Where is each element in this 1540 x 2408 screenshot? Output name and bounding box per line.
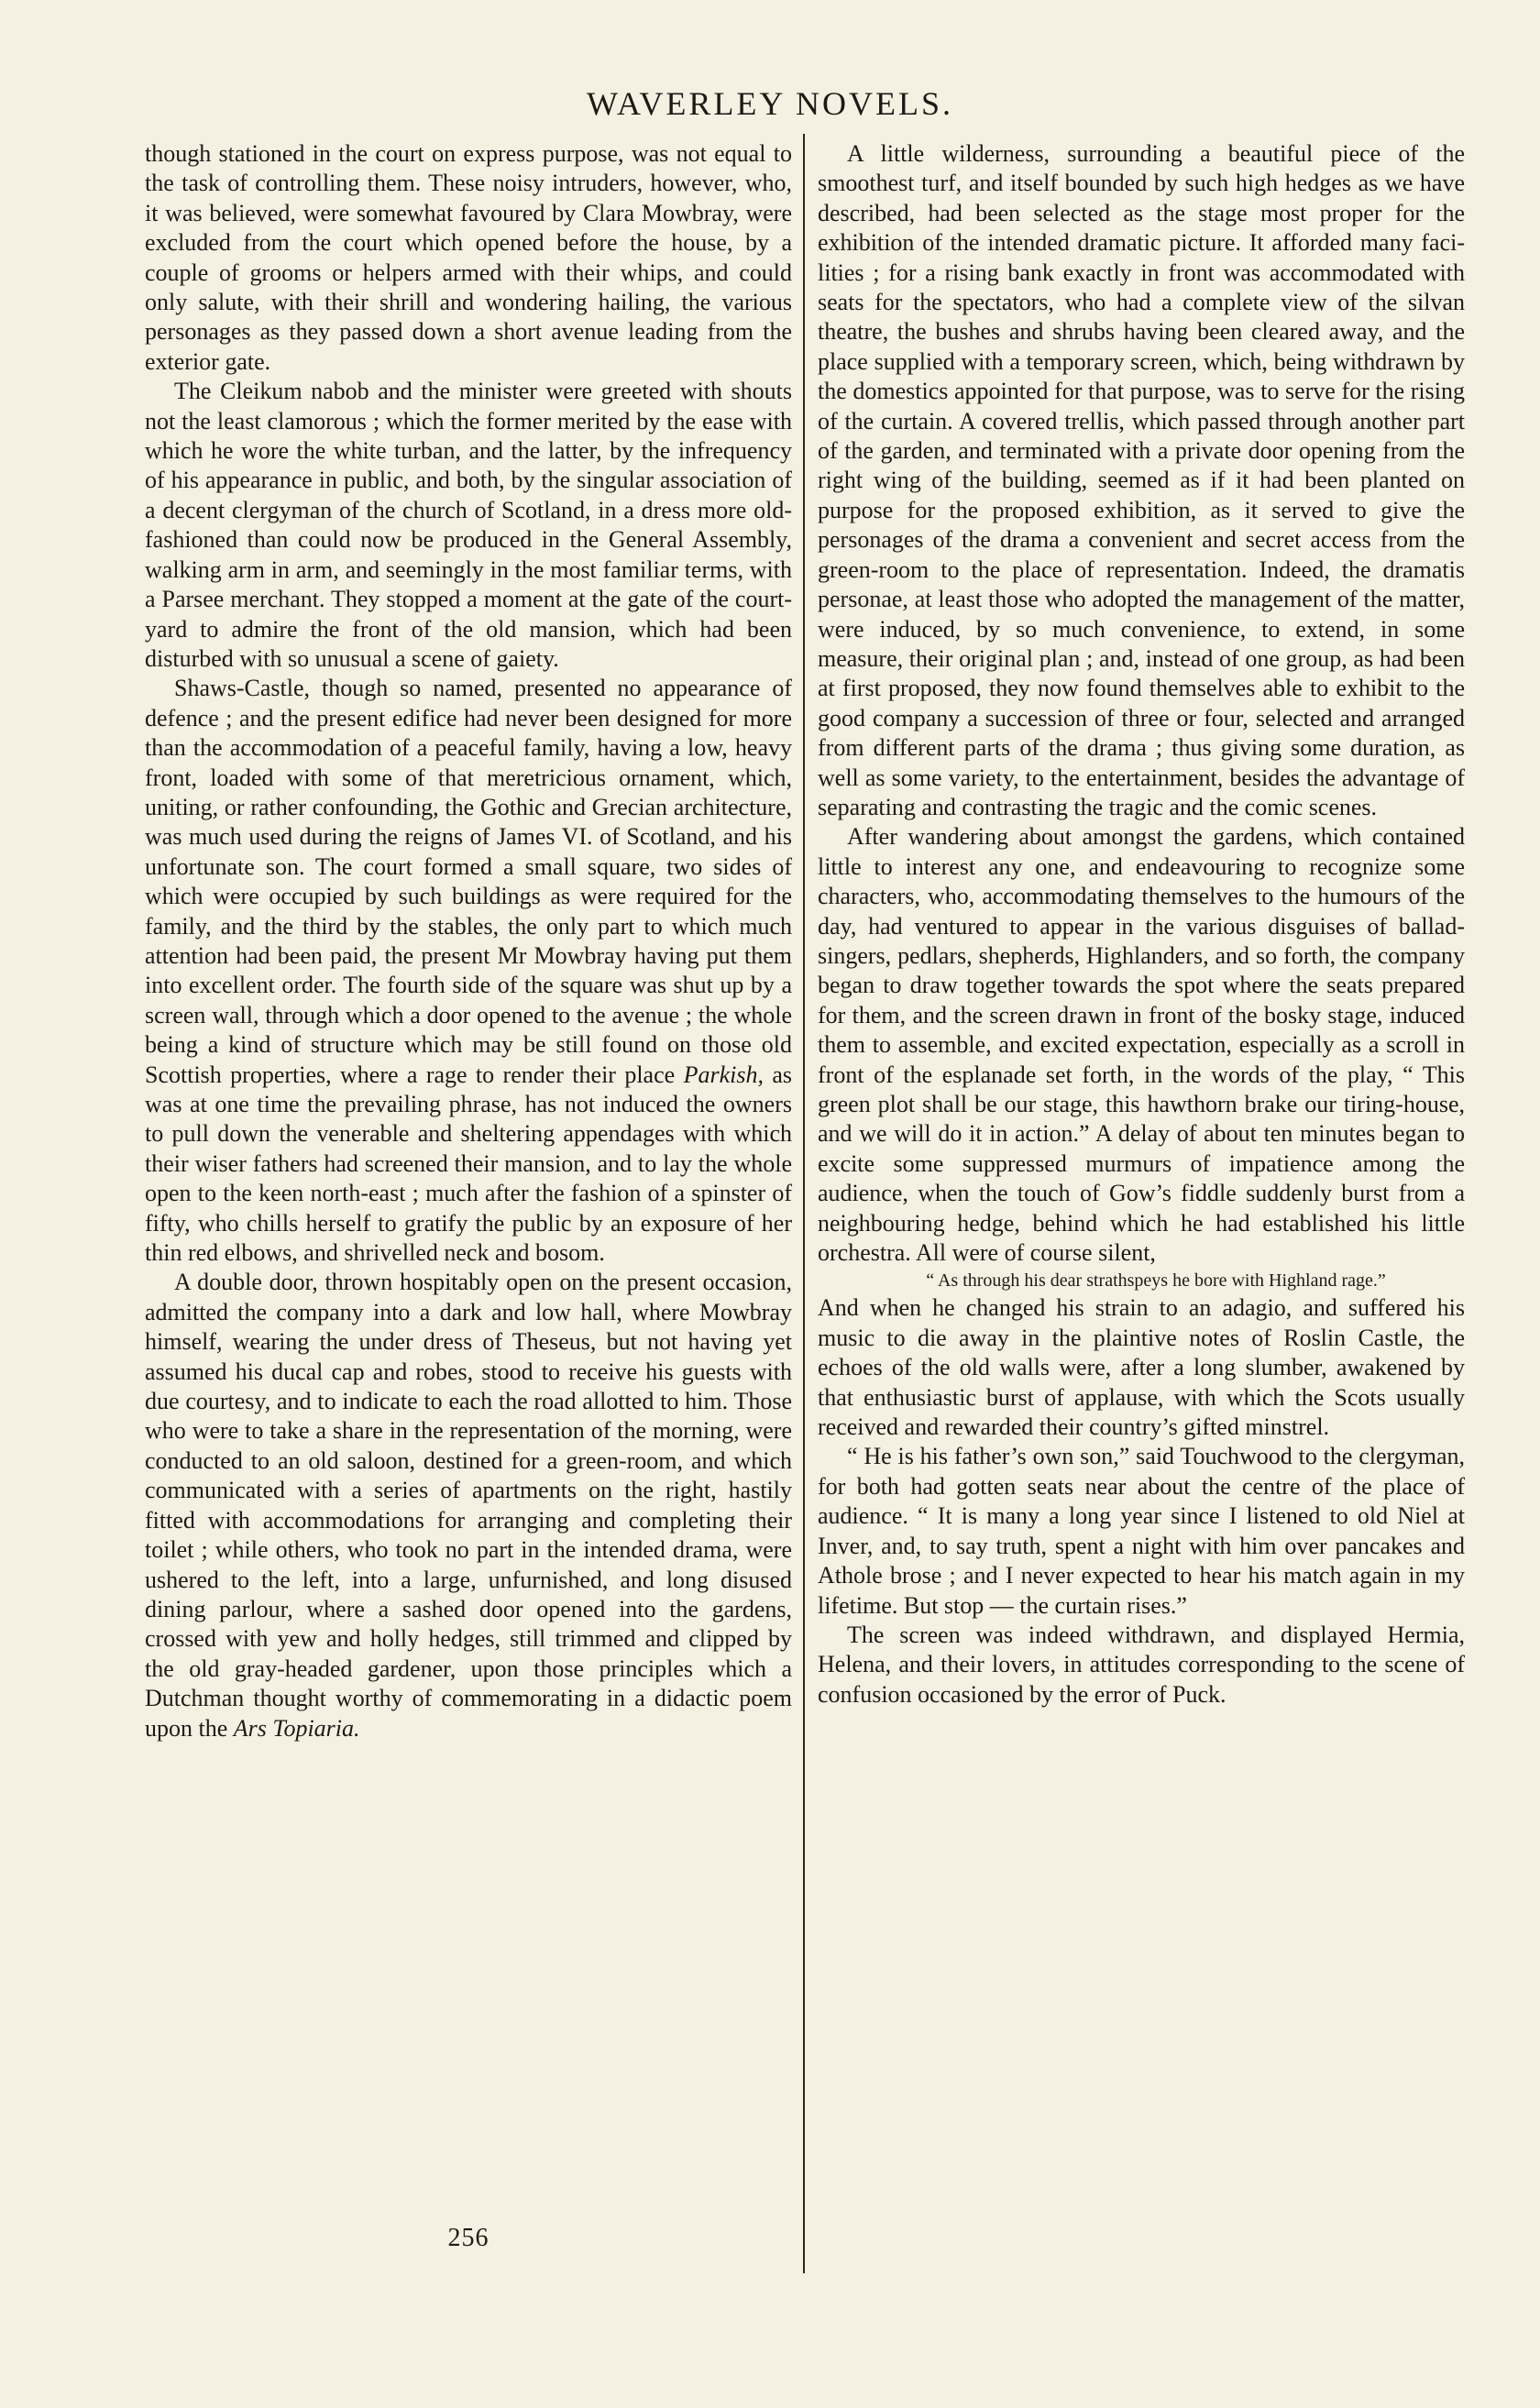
paragraph <box>145 674 792 1268</box>
paragraph: A little wilderness, surrounding a beautiful piece of the smoothest turf, and itself bounded by such high hedges as we have described, had been selected as the stage most proper for the exhibition of the intended dramatic picture. It afforded many facilities ; for a rising bank exactly in front was accommodated with seats for the spectators, who had a complete view of the silvan theatre, the bushes and shrubs having been cleared away, and the place supplied with a temporary screen, which, being withdrawn by the domestics appointed for that purpose, was to serve for the rising of the curtain. A covered trellis, which passed through another part of the garden, and terminated with a private door opening from the right wing of the building, seemed as if it had been planted on purpose for the proposed exhibition, as it served to give the personages of the drama a convenient and secret access from the green-room to the place of representation. Indeed, the dramatis personae, at least those who adopted the management of the matter, were induced, by so much convenience, to extend, in some measure, their original plan ; and, instead of one group, as had been at first proposed, they now found themselves able to exhibit to the good company a succession of three or four, selected and arranged from different parts of the drama ; thus giving some duration, as well as some variety, to the entertainment, besides the advantage of separating and contrasting the tragic and the comic scenes. <box>818 140 1465 820</box>
page-number: 256 <box>447 2224 490 2252</box>
italic-phrase: Parkish, <box>683 1061 764 1088</box>
column-rule <box>803 134 805 2273</box>
left-column <box>145 139 792 1743</box>
paragraph: And when he changed his strain to an adagio, and suffered his music to die away in the plaintive notes of Roslin Castle, the echoes of the old walls were, after a long slumber, awakened by that enthusiastic burst of applause, with which the Scots usually received and rewarded their country’s gifted minstrel. <box>818 1294 1465 1441</box>
paragraph <box>145 1268 792 1743</box>
paragraph: The screen was indeed withdrawn, and displayed Hermia, Helena, and their lovers, in attitudes corresponding to the scene of confusion occasioned by the error of Puck. <box>818 1621 1465 1708</box>
right-column <box>818 139 1465 1710</box>
paragraph: The Cleikum nabob and the minister were greeted with shouts not the least clamorous ; which the former merited by the ease with which he wore the white turban, and the latter, by the infrequency of his appearance in public, and both, by the singular association of a decent clergyman of the church of Scotland, in a dress more old-fashioned than could now be produced in the General Assembly, walking arm in arm, and seemingly in the most familiar terms, with a Parsee merchant. They stopped a moment at the gate of the court-yard to admire the front of the old mansion, which had been disturbed with so unusual a scene of gaiety. <box>145 378 792 672</box>
italic-phrase: Ars Topiaria. <box>233 1714 360 1742</box>
paragraph: “ He is his father’s own son,” said Touchwood to the clergyman, for both had gotten seats near about the centre of the place of audience. “ It is many a long year since I listened to old Niel at Inver, and, to say truth, spent a night with him over pancakes and Athole brose ; and I never expected to hear his match again in my lifetime. But stop — the curtain rises.” <box>818 1443 1465 1619</box>
paragraph-text: Shaws-Castle, though so named, presented no appearance of defence ; and the present edifice had never been designed for more than the accommodation of a peaceful family, having a low, heavy front, loaded with some of that meretricious ornament, which, uniting, or rather confounding, the Gothic and Grecian architecture, was much used during the reigns of James VI. of Scotland, and his unfortunate son. The court formed a small square, two sides of which were occupied by such buildings as were required for the family, and the third by the stables, the only part to which much attention had been paid, the present Mr Mowbray having put them into excellent order. The fourth side of the square was shut up by a screen wall, through which a door opened to the avenue ; the whole being a kind of structure which may be still found on those old Scottish properties, where a rage to render their place <box>145 675 792 1088</box>
running-title: WAVERLEY NOVELS. <box>587 85 953 122</box>
paragraph: though stationed in the court on express purpose, was not equal to the task of controlling them. These noisy intruders, however, who, it was believed, were somewhat favoured by Clara Mowbray, were excluded from the court which opened before the house, by a couple of grooms or helpers armed with their whips, and could only salute, with their shrill and wondering hailing, the various personages as they passed down a short avenue leading from the exterior gate. <box>145 140 792 375</box>
paragraph-text: A double door, thrown hospitably open on the present occasion, admitted the company into a dark and low hall, where Mowbray himself, wearing the under dress of Theseus, but not having yet assumed his ducal cap and robes, stood to receive his guests with due courtesy, and to indicate to each the road allotted to him. Those who were to take a share in the representation of the morning, were conducted to an old saloon, destined for a green-room, and which communicated with a series of apartments on the right, hastily fitted with accommodations for arranging and completing their toilet ; while others, who took no part in the intended drama, were ushered to the left, into a large, unfurnished, and long disused dining parlour, where a sashed door opened into the gardens, crossed with yew and holly hedges, still trimmed and clipped by the old gray-headed gardener, upon those principles which a Dutchman thought worthy of commemorating in a didactic poem upon the <box>145 1269 792 1742</box>
verse-quotation: “ As through his dear strathspeys he bore with Highland rage.” <box>926 1270 1386 1292</box>
paragraph: After wandering about amongst the gardens, which contained little to interest any one, and endeavouring to recognize some characters, who, accommodating themselves to the humours of the day, had ventured to appear in the various disguises of ballad-singers, pedlars, shepherds, Highlanders, and so forth, the company began to draw together towards the spot where the seats prepared for them, and the screen drawn in front of the bosky stage, induced them to assemble, and excited expectation, especially as a scroll in front of the esplanade set forth, in the words of the play, “ This green plot shall be our stage, this hawthorn brake our tiring-house, and we will do it in action.” A delay of about ten minutes began to excite some suppressed murmurs of impatience among the audience, when the touch of Gow’s fiddle suddenly burst from a neighbouring hedge, behind which he had established his little orchestra. All were of course silent, <box>818 823 1465 1267</box>
paragraph-text: as was at one time the prevailing phrase, has not induced the owners to pull down the venerable and sheltering appendages with which their wiser fathers had screened their mansion, and to lay the whole open to the keen north-east ; much after the fashion of a spinster of fifty, who chills herself to gratify the public by an exposure of her thin red elbows, and shrivelled neck and bosom. <box>145 1061 793 1267</box>
